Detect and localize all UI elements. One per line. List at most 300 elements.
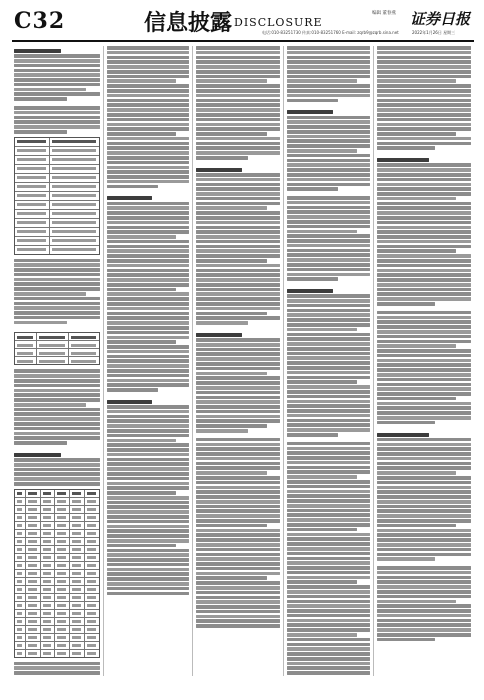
text-line: [287, 135, 370, 139]
text-line: [287, 433, 338, 437]
table-cell: [37, 349, 68, 356]
text-line: [107, 226, 189, 230]
text-line: [107, 482, 189, 486]
text-line: [196, 509, 280, 513]
table-cell: [15, 138, 50, 146]
text-line: [107, 355, 189, 359]
text-line: [377, 197, 456, 201]
text-line: [287, 409, 370, 413]
text-line: [107, 359, 189, 363]
table-row: [15, 498, 99, 506]
spacer: [377, 426, 471, 430]
text-line: [377, 476, 471, 480]
text-line: [14, 292, 86, 296]
table-cell: [50, 201, 99, 209]
text-line: [377, 495, 471, 499]
text-line: [107, 374, 189, 378]
text-line: [287, 628, 370, 632]
table-cell: [55, 546, 70, 553]
text-line: [196, 108, 280, 112]
text-line: [196, 211, 280, 215]
paragraph-heading: [377, 433, 429, 437]
table-cell: [26, 618, 41, 625]
text-line: [287, 94, 370, 98]
data-table: [14, 332, 100, 365]
text-line: [196, 596, 280, 600]
text-line: [107, 443, 189, 447]
text-line: [196, 486, 280, 490]
text-line: [196, 283, 280, 287]
table-cell: [15, 156, 50, 164]
text-line: [196, 529, 280, 533]
text-line: [196, 259, 267, 263]
text-line: [196, 338, 280, 342]
text-line: [107, 170, 189, 174]
text-line: [287, 249, 370, 253]
text-line: [14, 78, 100, 82]
text-line: [377, 230, 471, 234]
table-cell: [41, 650, 56, 657]
table-cell: [15, 498, 26, 505]
text-line: [107, 302, 189, 306]
contact-line: 电话:010-83251730 传真:010-83251760 E-mail: zqrb9@zqrb.sina.net: [262, 30, 399, 35]
text-line: [287, 206, 370, 210]
text-line: [377, 75, 471, 79]
text-line: [14, 268, 100, 272]
text-line: [287, 576, 370, 580]
table-cell: [55, 522, 70, 529]
text-line: [196, 415, 280, 419]
text-line: [14, 287, 100, 291]
text-line: [377, 457, 471, 461]
text-line: [196, 65, 280, 69]
text-line: [14, 463, 100, 467]
table-cell: [55, 506, 70, 513]
text-line: [287, 70, 370, 74]
text-line: [196, 391, 280, 395]
text-line: [107, 415, 189, 419]
text-line: [107, 383, 189, 387]
text-line: [107, 587, 189, 591]
table-cell: [15, 522, 26, 529]
text-line: [287, 475, 357, 479]
text-line: [14, 374, 100, 378]
table-cell: [15, 650, 26, 657]
text-line: [14, 282, 100, 286]
text-line: [196, 553, 280, 557]
table-cell: [85, 642, 99, 649]
text-line: [377, 519, 471, 523]
text-column-1: [14, 46, 100, 676]
text-line: [14, 477, 100, 481]
text-line: [287, 494, 370, 498]
table-row: [15, 546, 99, 554]
text-line: [107, 505, 189, 509]
table-cell: [15, 610, 26, 617]
text-line: [377, 113, 471, 117]
text-line: [287, 201, 370, 205]
text-line: [196, 273, 280, 277]
text-line: [377, 340, 471, 344]
table-cell: [37, 357, 68, 364]
spacer: [107, 393, 189, 397]
text-line: [196, 372, 267, 376]
paragraph-heading: [14, 49, 61, 53]
text-line: [287, 342, 370, 346]
text-line: [107, 185, 158, 189]
table-cell: [15, 594, 26, 601]
text-line: [287, 451, 370, 455]
table-cell: [50, 147, 99, 155]
text-line: [377, 292, 471, 296]
text-line: [14, 278, 100, 282]
text-line: [107, 70, 189, 74]
table-cell: [70, 554, 85, 561]
text-line: [196, 357, 280, 361]
text-line: [287, 466, 370, 470]
text-line: [107, 273, 189, 277]
text-line: [196, 202, 280, 206]
spacer: [107, 189, 189, 193]
text-line: [377, 373, 471, 377]
text-line: [14, 369, 100, 373]
text-line: [107, 350, 189, 354]
table-row: [15, 610, 99, 618]
text-line: [107, 486, 189, 490]
table-cell: [50, 246, 99, 254]
text-line: [107, 216, 189, 220]
text-line: [14, 106, 100, 110]
text-line: [287, 395, 370, 399]
text-line: [107, 439, 176, 443]
section-title: 信息披露: [144, 10, 233, 36]
text-line: [196, 567, 280, 571]
text-line: [196, 471, 267, 475]
text-line: [196, 562, 280, 566]
text-line: [377, 226, 471, 230]
text-line: [107, 529, 189, 533]
text-line: [196, 410, 280, 414]
text-line: [107, 491, 176, 495]
table-row: [15, 530, 99, 538]
text-line: [377, 302, 435, 306]
text-line: [196, 443, 280, 447]
text-line: [377, 452, 471, 456]
text-line: [377, 79, 456, 83]
text-line: [196, 462, 280, 466]
text-line: [196, 56, 280, 60]
text-line: [196, 576, 267, 580]
page-number: C32: [14, 8, 66, 34]
text-line: [107, 51, 189, 55]
text-line: [107, 99, 189, 103]
text-line: [287, 619, 370, 623]
table-cell: [55, 578, 70, 585]
text-line: [107, 458, 189, 462]
text-line: [14, 468, 100, 472]
text-line: [287, 294, 370, 298]
text-line: [107, 424, 189, 428]
text-line: [377, 344, 456, 348]
text-line: [287, 328, 357, 332]
text-line: [196, 429, 248, 433]
text-line: [287, 380, 357, 384]
text-line: [196, 605, 280, 609]
text-line: [196, 490, 280, 494]
table-cell: [26, 490, 41, 497]
table-row: [15, 341, 99, 349]
table-cell: [70, 562, 85, 569]
text-line: [196, 240, 280, 244]
text-line: [14, 379, 100, 383]
text-line: [14, 316, 100, 320]
text-line: [107, 202, 189, 206]
text-line: [196, 457, 280, 461]
text-line: [196, 495, 280, 499]
text-line: [196, 586, 280, 590]
text-line: [287, 419, 370, 423]
data-table: [14, 137, 100, 255]
text-line: [377, 235, 471, 239]
text-line: [377, 538, 471, 542]
spacer: [14, 325, 100, 329]
table-cell: [15, 201, 50, 209]
table-row: [15, 602, 99, 610]
text-line: [107, 429, 189, 433]
text-line: [196, 254, 280, 258]
table-cell: [69, 333, 99, 340]
editor-credit: 编辑 董春燕: [372, 11, 396, 16]
table-cell: [55, 626, 70, 633]
text-line: [287, 51, 370, 55]
text-line: [287, 390, 370, 394]
text-line: [287, 371, 370, 375]
text-line: [287, 537, 370, 541]
text-line: [287, 585, 370, 589]
text-line: [107, 544, 176, 548]
text-line: [107, 364, 189, 368]
table-cell: [41, 554, 56, 561]
text-line: [287, 547, 370, 551]
table-row: [15, 237, 99, 246]
text-line: [196, 123, 280, 127]
text-line: [377, 118, 471, 122]
text-line: [14, 97, 67, 101]
text-line: [287, 442, 370, 446]
text-line: [14, 403, 86, 407]
table-row: [15, 228, 99, 237]
text-line: [377, 240, 471, 244]
table-cell: [15, 570, 26, 577]
text-line: [196, 156, 248, 160]
table-cell: [50, 210, 99, 218]
table-row: [15, 650, 99, 657]
text-line: [196, 230, 280, 234]
text-line: [107, 156, 189, 160]
table-cell: [15, 341, 37, 348]
text-line: [287, 239, 370, 243]
text-line: [107, 278, 189, 282]
text-line: [14, 458, 100, 462]
table-row: [15, 156, 99, 165]
text-line: [287, 366, 370, 370]
text-line: [287, 552, 370, 556]
text-line: [377, 60, 471, 64]
table-cell: [26, 578, 41, 585]
text-line: [377, 311, 471, 315]
text-line: [196, 352, 280, 356]
text-line: [14, 273, 100, 277]
text-line: [14, 432, 100, 436]
text-line: [107, 326, 189, 330]
table-cell: [70, 610, 85, 617]
table-row: [15, 210, 99, 219]
paragraph-heading: [196, 168, 242, 172]
column-divider: [103, 46, 104, 676]
text-line: [107, 572, 189, 576]
text-line: [107, 472, 189, 476]
text-line: [107, 137, 189, 141]
table-cell: [37, 333, 68, 340]
text-line: [287, 509, 370, 513]
paragraph-heading: [377, 158, 429, 162]
text-line: [287, 490, 370, 494]
text-line: [287, 480, 370, 484]
text-line: [14, 130, 67, 134]
text-column-5: [377, 46, 471, 676]
table-cell: [26, 546, 41, 553]
spacer: [196, 161, 280, 165]
text-line: [287, 46, 370, 50]
text-line: [377, 638, 435, 642]
text-line: [377, 614, 471, 618]
text-line: [377, 330, 471, 334]
table-cell: [55, 530, 70, 537]
text-line: [14, 321, 67, 325]
text-line: [14, 302, 100, 306]
table-cell: [55, 554, 70, 561]
text-line: [377, 269, 471, 273]
text-line: [107, 206, 189, 210]
table-cell: [85, 626, 99, 633]
text-line: [287, 376, 370, 380]
text-line: [107, 151, 189, 155]
text-line: [107, 89, 189, 93]
table-cell: [55, 498, 70, 505]
column-divider: [373, 46, 374, 676]
text-line: [287, 244, 370, 248]
table-cell: [41, 602, 56, 609]
text-line: [377, 173, 471, 177]
text-line: [287, 470, 370, 474]
table-cell: [55, 538, 70, 545]
text-line: [107, 166, 189, 170]
text-line: [287, 130, 370, 134]
text-line: [14, 412, 100, 416]
table-cell: [41, 578, 56, 585]
text-line: [287, 528, 357, 532]
table-cell: [70, 634, 85, 641]
text-line: [377, 320, 471, 324]
text-line: [14, 83, 100, 87]
text-line: [287, 456, 370, 460]
text-line: [107, 307, 189, 311]
text-line: [287, 447, 370, 451]
text-line: [377, 349, 471, 353]
table-cell: [41, 626, 56, 633]
text-line: [196, 519, 280, 523]
column-divider: [283, 46, 284, 676]
text-line: [377, 206, 471, 210]
text-line: [377, 325, 471, 329]
text-line: [107, 118, 189, 122]
table-cell: [55, 586, 70, 593]
text-line: [196, 235, 280, 239]
text-line: [107, 549, 189, 553]
text-line: [196, 60, 280, 64]
text-line: [377, 529, 471, 533]
text-line: [107, 249, 189, 253]
text-line: [287, 523, 370, 527]
table-row: [15, 357, 99, 364]
text-line: [107, 180, 189, 184]
text-line: [196, 288, 280, 292]
table-row: [15, 333, 99, 341]
table-cell: [15, 642, 26, 649]
table-cell: [15, 562, 26, 569]
text-line: [107, 259, 189, 263]
text-line: [14, 54, 100, 58]
table-cell: [85, 602, 99, 609]
text-line: [377, 392, 471, 396]
text-line: [287, 600, 370, 604]
text-line: [377, 543, 471, 547]
text-line: [107, 113, 189, 117]
text-line: [196, 548, 280, 552]
text-line: [287, 428, 370, 432]
text-line: [377, 221, 471, 225]
table-cell: [69, 357, 99, 364]
table-cell: [15, 228, 50, 236]
text-line: [287, 56, 370, 60]
text-line: [377, 99, 471, 103]
table-cell: [41, 530, 56, 537]
table-cell: [41, 490, 56, 497]
text-line: [107, 312, 189, 316]
text-line: [196, 84, 280, 88]
paragraph-heading: [107, 196, 152, 200]
table-cell: [26, 610, 41, 617]
text-line: [196, 538, 280, 542]
table-cell: [26, 626, 41, 633]
text-column-3: [196, 46, 280, 676]
table-row: [15, 138, 99, 147]
text-line: [107, 127, 189, 131]
text-line: [287, 99, 338, 103]
text-line: [196, 197, 280, 201]
table-cell: [85, 634, 99, 641]
text-line: [287, 385, 370, 389]
text-line: [377, 192, 471, 196]
text-line: [196, 249, 280, 253]
text-line: [14, 259, 100, 263]
text-line: [14, 64, 100, 68]
text-line: [196, 400, 280, 404]
table-row: [15, 554, 99, 562]
table-row: [15, 618, 99, 626]
table-row: [15, 490, 99, 498]
table-cell: [41, 538, 56, 545]
